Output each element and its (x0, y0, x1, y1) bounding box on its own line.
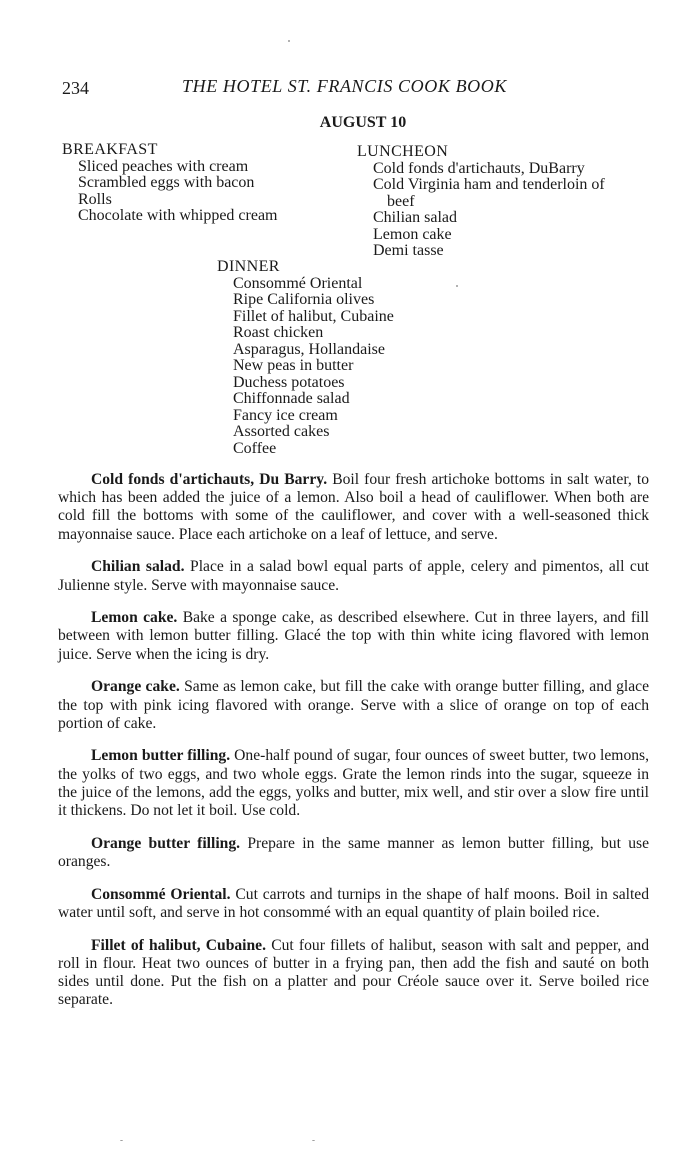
recipe-text: Cut four fillets of halibut, season with salt and pepper, and roll in flour. Heat two ounces of butter in a frying pan, then add the fish and sauté on both sides until done. Put the fish on a platter and pour Créole sauce over it. Serve boiled rice separate. (58, 936, 650, 1009)
recipe-paragraph (58, 835, 649, 871)
recipe-title: Lemon cake. (91, 609, 178, 627)
recipe-text: One-half pound of sugar, four ounces of sweet butter, two lemons, the yolks of two eggs, and two whole eggs. Grate the lemon rinds into the sugar, squeeze in the juice of the lemons, add the eggs, yolks and butter, mix well, and stir over a slow fire until it thickens. Do not let it boil. Use cold. (58, 747, 649, 820)
menu-date-title: AUGUST 10 (319, 114, 407, 131)
dinner-items (217, 276, 457, 458)
menu-item: Demi tasse (373, 242, 444, 259)
menu-item: Fillet of halibut, Cubaine (233, 307, 394, 325)
recipe-text: Same as lemon cake, but fill the cake with orange butter filling, and glace the top with pink icing flavored with orange. Serve with a slice of orange on top of each portion of cake. (58, 678, 650, 732)
recipe-paragraph (58, 886, 649, 922)
menu-item-continuation: beef (387, 192, 415, 210)
menu-item: Chocolate with whipped cream (78, 207, 278, 224)
menu-item: Assorted cakes (233, 423, 330, 440)
print-speck (312, 1140, 315, 1141)
menu-item: Sliced peaches with cream (78, 157, 249, 175)
recipe-title: Orange cake. (91, 678, 180, 696)
print-speck (120, 1140, 123, 1141)
recipe-text: Boil four fresh artichoke bottoms in salt water, to which has been added the juice of a lemon. Also boil a head of cauliflower. When both are cold fill the bottoms with some of the cauliflower, and cover with a well-seasoned thick mayonnaise sauce. Place each artichoke on a leaf of lettuce, and serve. (58, 471, 649, 543)
menu-item: Scrambled eggs with bacon (78, 174, 255, 191)
menu-heading-luncheon: LUNCHEON (357, 143, 449, 160)
recipe-text: Cut carrots and turnips in the shape of half moons. Boil in salted water until soft, and serve in hot consommé with an equal quantity of plain boiled rice. (58, 885, 650, 921)
menu-item: New peas in butter (233, 357, 354, 374)
menu-heading-breakfast: BREAKFAST (62, 141, 158, 158)
luncheon-menu (357, 144, 657, 260)
menu-item: Coffee (233, 439, 277, 457)
recipe-paragraph (58, 937, 649, 1010)
recipe-paragraph (58, 471, 649, 544)
menu-item: Rolls (78, 190, 112, 208)
recipe-title: Orange butter filling. (91, 834, 241, 852)
luncheon-items (357, 161, 657, 260)
recipe-section (58, 471, 649, 1024)
recipe-paragraph (58, 747, 649, 820)
menu-item: Ripe California olives (233, 291, 375, 308)
menu-item: Cold fonds d'artichauts, DuBarry (373, 159, 585, 177)
recipe-text: Bake a sponge cake, as described elsewhere. Cut in three layers, and fill between with lemon butter filling. Glacé the top with thin white icing flavored with lemon juice. Serve when the icing is dry. (58, 609, 650, 663)
recipe-text: Prepare in the same manner as lemon butter filling, but use oranges. (58, 834, 650, 870)
recipe-title: Lemon butter filling. (91, 747, 231, 765)
menu-item: Cold Virginia ham and tenderloin of (373, 176, 605, 193)
recipe-paragraph (58, 558, 649, 594)
running-head: THE HOTEL ST. FRANCIS COOK BOOK (182, 76, 507, 96)
recipe-title: Consommé Oriental. (91, 885, 231, 903)
menu-item: Chiffonnade salad (233, 390, 350, 407)
menu-item: Duchess potatoes (233, 373, 345, 391)
recipe-title: Cold fonds d'artichauts, Du Barry. (91, 471, 328, 488)
breakfast-items (62, 159, 332, 225)
menu-item: Asparagus, Hollandaise (233, 340, 385, 358)
dinner-menu (217, 259, 457, 457)
recipe-text: Place in a salad bowl equal parts of apple, celery and pimentos, all cut Julienne style. Serve with mayonnaise sauce. (58, 558, 649, 594)
menu-item: Lemon cake (373, 225, 452, 243)
menu-item: Fancy ice cream (233, 406, 338, 424)
page-number: 234 (62, 78, 89, 98)
menu-item: Roast chicken (233, 324, 324, 341)
menu-item: Consommé Oriental (233, 274, 363, 292)
recipe-paragraph (58, 678, 649, 733)
menu-item: Chilian salad (373, 209, 457, 226)
recipe-title: Fillet of halibut, Cubaine. (91, 936, 266, 954)
menu-heading-dinner: DINNER (217, 258, 280, 275)
breakfast-menu (62, 142, 332, 225)
recipe-title: Chilian salad. (91, 558, 185, 576)
print-speck (288, 40, 290, 42)
recipe-paragraph (58, 609, 649, 664)
